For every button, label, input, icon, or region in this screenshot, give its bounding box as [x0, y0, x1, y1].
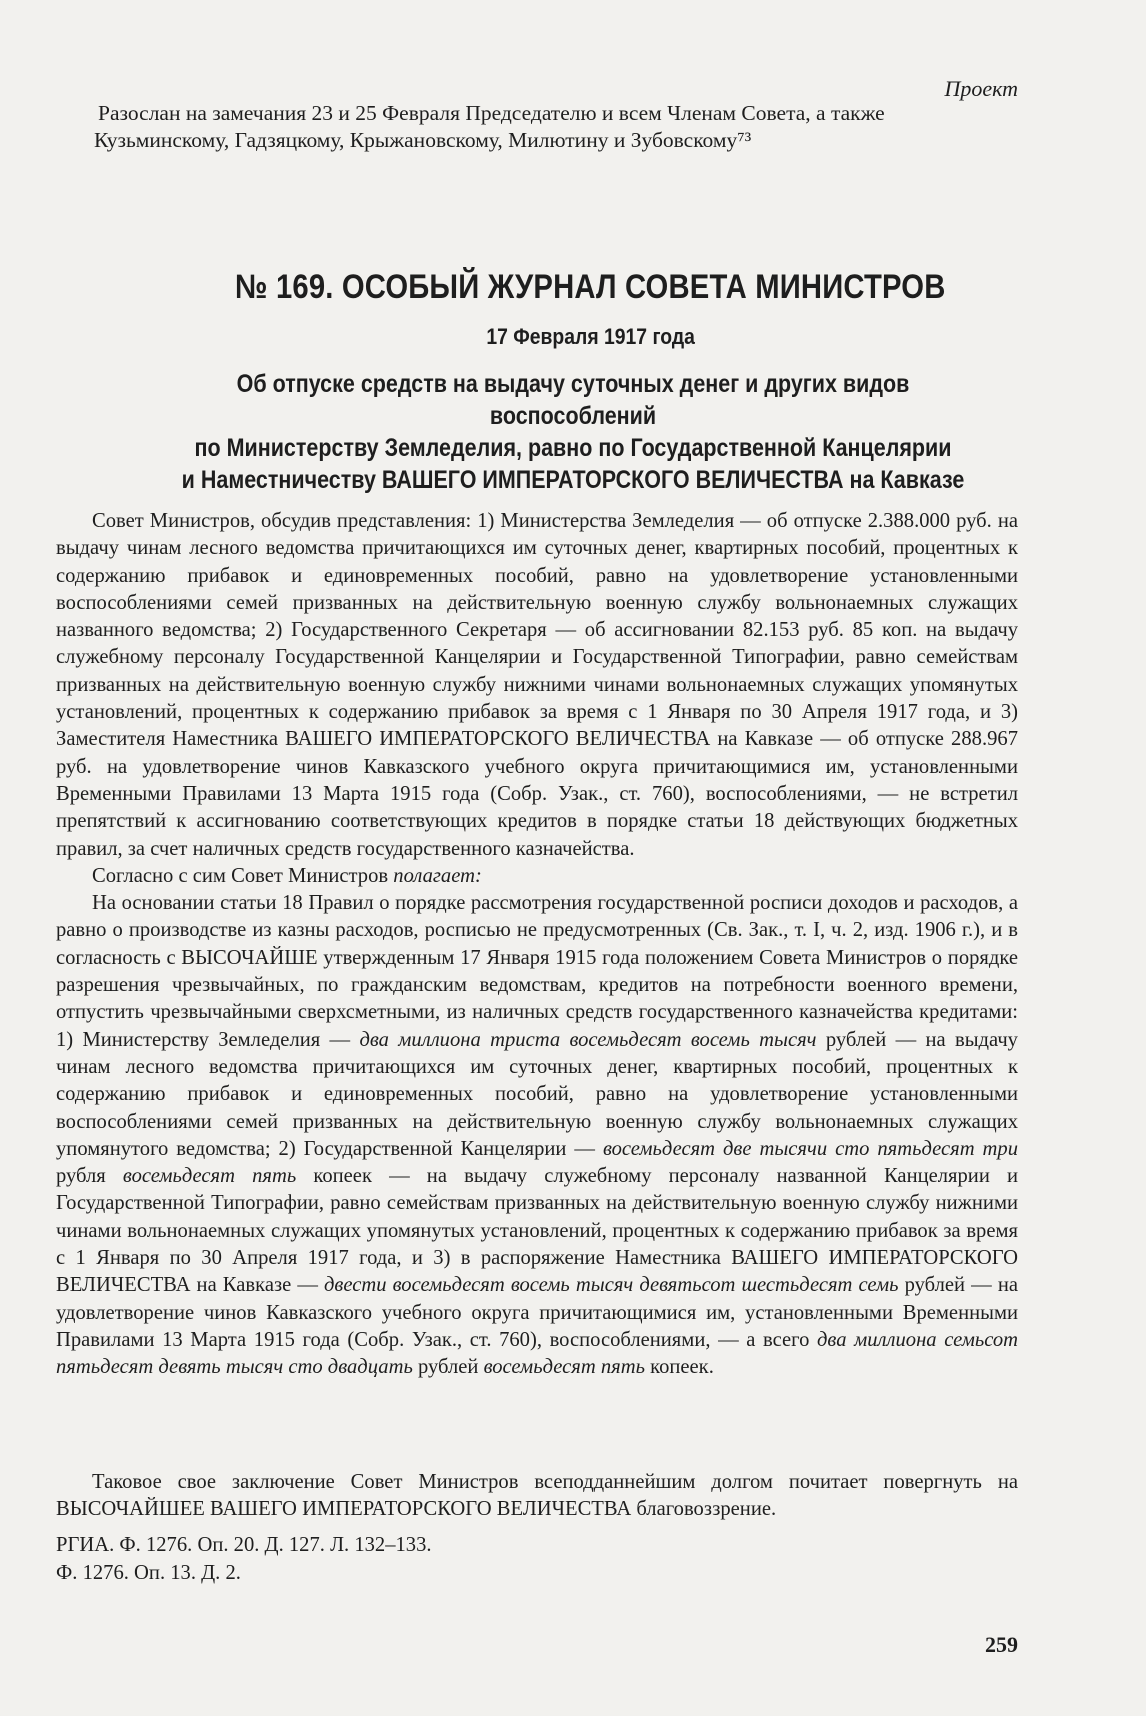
document-title: № 169. ОСОБЫЙ ЖУРНАЛ СОВЕТА МИНИСТРОВ — [234, 268, 946, 306]
paragraph-text: На основании статьи 18 Правил о порядке рассмотрения государственной росписи доходов и расходов, а равно о производстве из казны расходов, росписью не предусмотренных (Св. Зак., т. I, ч. 2, изд. 1906 г.), и в согласность с ВЫСОЧАЙШЕ утвержденным 17 Января 1915 года положением Совета Министров о порядке разрешения чрезвычайных, по гражданским ведомствам, кредитов на потребности военного времени, отпустить чрезвычайными сверхсметными, из наличных средств государственного казначейства кредитами: 1) Министерству Земледелия — — [56, 892, 1018, 1051]
paragraph-text: копеек. — [650, 1356, 714, 1379]
paragraph — [56, 890, 1018, 1381]
paragraph: Совет Министров, обсудив представления: 1) Министерства Земледелия — об отпуске 2.388.000 руб. на выдачу чинам лесного ведомства причитающихся им суточных денег, квартирных пособий, процентных к содержанию прибавок и единовременных пособий, равно на удовлетворение установленными воспособлениями семей призванных на действительную военную службу вольнонаемных служащих названного ведомства; 2) Государственного Секретаря — об ассигновании 82.153 руб. 85 коп. на выдачу служебному персоналу Государственной Канцелярии и Государственной Типографии, равно семействам призванных на действительную военную службу нижними чинами вольнонаемных служащих упомянутых установлений, процентных к содержанию прибавок за время с 1 Января по 30 Апреля 1917 года, и 3) Заместителя Наместника ВАШЕГО ИМПЕРАТОРСКОГО ВЕЛИЧЕСТВА на Кавказе — об отпуске 288.967 руб. на удовлетворение чинов Кавказского учебного округа причитающимися им, установленными Временными Правилами 13 Марта 1915 года (Собр. Узак., ст. 760), воспособлениями, — не встретил препятствий к ассигнованию соответствующих кредитов в порядке статьи 18 действующих бюджетных правил, за счет наличных средств государственного казначейства. — [56, 510, 1018, 860]
paragraph-text: рубля — [56, 1165, 106, 1188]
subject-line: и Наместничеству ВАШЕГО ИМПЕРАТОРСКОГО ВЕЛИЧЕСТВА на Кавказе — [181, 466, 965, 494]
amount-in-words: восемьдесят пять — [122, 1165, 297, 1188]
paragraph-text: рублей — на удовлетворение чинов Кавказского учебного округа причитающимися им, установленными Временными Правилами 13 Марта 1915 года (Собр. Узак., ст. 760), воспособлениями, — а всего — [56, 1274, 1018, 1351]
amount-in-words: двести восемьдесят восемь тысяч девятьсот шестьдесят семь — [324, 1274, 899, 1297]
amount-in-words: два миллиона триста восемьдесят восемь тысяч — [359, 1028, 817, 1051]
archive-references — [56, 1532, 432, 1587]
document-body — [56, 508, 1018, 1382]
paragraph — [56, 863, 1018, 890]
page-number: 259 — [985, 1632, 1018, 1657]
subject-line: по Министерству Земледелия, равно по Государственной Канцелярии — [194, 434, 952, 462]
document-subject — [159, 368, 986, 496]
emphasis-text: полагает: — [393, 864, 482, 887]
amount-in-words: восемьдесят пять — [483, 1356, 645, 1379]
paragraph-text: рублей — на выдачу чинам лесного ведомства причитающихся им суточных денег, квартирных пособий, процентных к содержанию прибавок и единовременных пособий, равно на удовлетворение установленными воспособлениями семей призванных на действительную военную службу вольнонаемных служащих упомянутого ведомства; 2) Государственной Канцелярии — — [56, 1028, 1018, 1160]
document-date: 17 Февраля 1917 года — [486, 324, 695, 349]
distribution-note: Разослан на замечания 23 и 25 Февраля Председателю и всем Членам Совета, а также Кузьминскому, Гадзяцкому, Крыжановскому, Милютину и Зубовскому⁷³ — [94, 101, 885, 152]
conclusion-text: Таковое свое заключение Совет Министров всеподданнейшим долгом почитает повергнуть на ВЫСОЧАЙШЕЕ ВАШЕГО ИМПЕРАТОРСКОГО ВЕЛИЧЕСТВА благовоззрение. — [56, 1471, 1018, 1521]
archive-ref: РГИА. Ф. 1276. Оп. 20. Д. 127. Л. 132–133. — [56, 1534, 432, 1556]
archive-ref: Ф. 1276. Оп. 13. Д. 2. — [56, 1561, 241, 1584]
paragraph-text: копеек — на выдачу служебному персоналу названной Канцелярии и Государственной Типографии, равно семействам призванных на действительную военную службу нижними чинами вольнонаемных служащих упомянутых установлений, процентных к содержанию прибавок за время с 1 Января по 30 Апреля 1917 года, и 3) в распоряжение Наместника ВАШЕГО ИМПЕРАТОРСКОГО ВЕЛИЧЕСТВА на Кавказе — — [56, 1165, 1018, 1297]
conclusion — [56, 1469, 1018, 1524]
amount-in-words: два миллиона семьсот пятьдесят девять тысяч сто двадцать — [56, 1328, 1019, 1379]
paragraph-text: Согласно с сим Совет Министров — [92, 864, 389, 887]
amount-in-words: восемьдесят две тысячи сто пятьдесят три — [602, 1137, 1018, 1160]
draft-label: Проект — [944, 76, 1018, 101]
subject-line: Об отпуске средств на выдачу суточных денег и других видов воспособлений — [236, 370, 910, 430]
paragraph-text: рублей — [417, 1356, 479, 1379]
